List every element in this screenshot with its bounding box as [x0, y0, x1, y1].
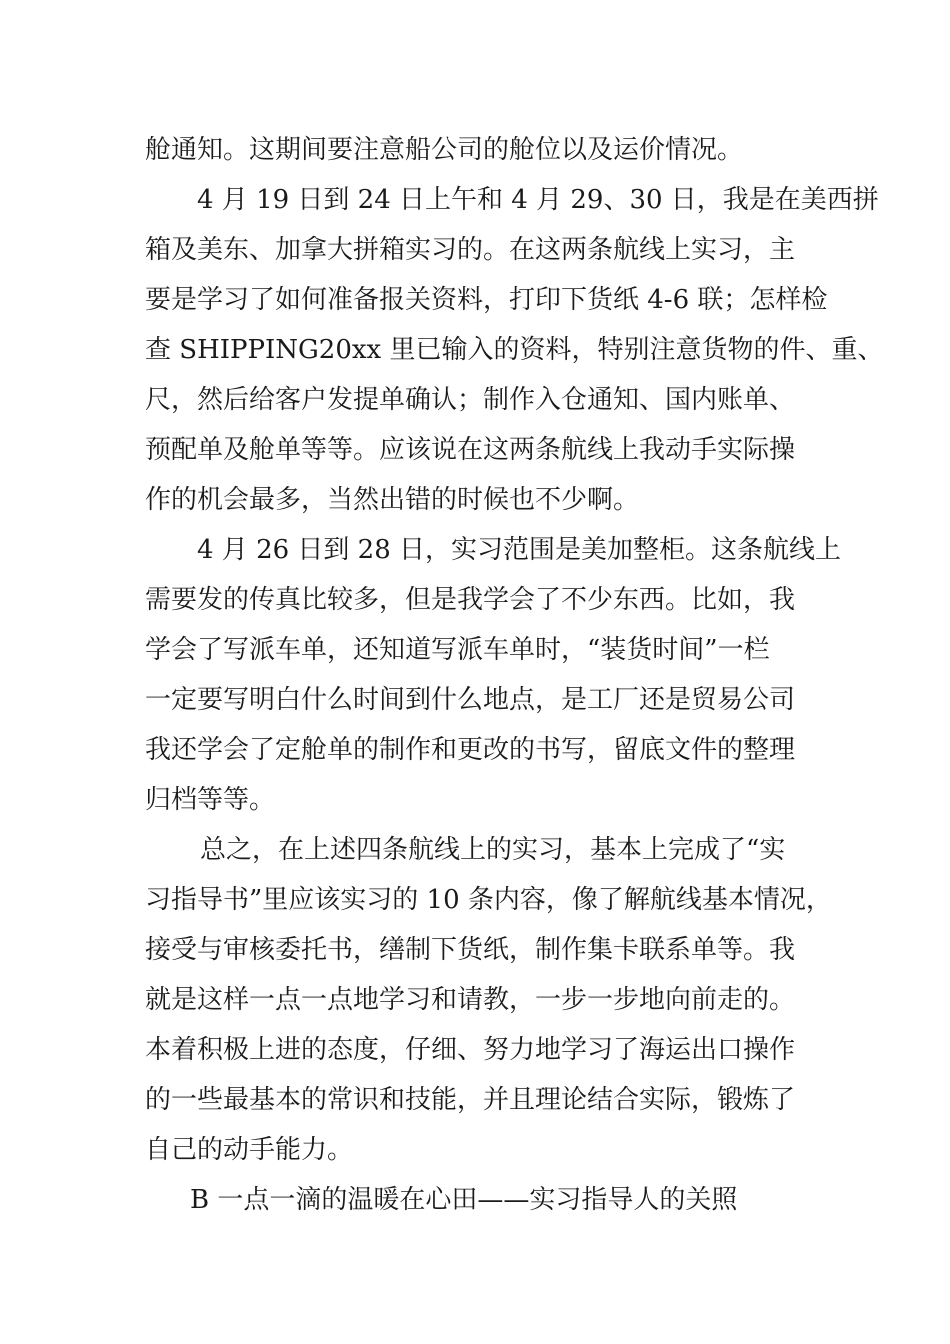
text-line: 习指导书”里应该实习的 10 条内容，像了解航线基本情况，: [145, 885, 832, 915]
text-line: 需要发的传真比较多，但是我学会了不少东西。比如，我: [145, 585, 796, 615]
text-line: 箱及美东、加拿大拼箱实习的。在这两条航线上实习，主: [145, 235, 796, 265]
text-line: 就是这样一点一点地学习和请教，一步一步地向前走的。: [145, 985, 796, 1015]
text-line: 查 SHIPPING20xx 里已输入的资料，特别注意货物的件、重、: [145, 335, 884, 365]
text-line: 本着积极上进的态度，仔细、努力地学习了海运出口操作: [145, 1035, 796, 1065]
text-line: 接受与审核委托书，缮制下货纸，制作集卡联系单等。我: [145, 935, 796, 965]
text-line: 自己的动手能力。: [145, 1135, 354, 1165]
text-line: 舱通知。这期间要注意船公司的舱位以及运价情况。: [145, 135, 744, 165]
text-line: 的一些最基本的常识和技能，并且理论结合实际，锻炼了: [145, 1085, 796, 1115]
text-line: 我还学会了定舱单的制作和更改的书写，留底文件的整理: [145, 735, 796, 765]
text-line: 一定要写明白什么时间到什么地点，是工厂还是贸易公司: [145, 685, 796, 715]
text-line: 作的机会最多，当然出错的时候也不少啊。: [145, 485, 640, 515]
text-line: 学会了写派车单，还知道写派车单时，“装货时间”一栏: [145, 635, 770, 665]
text-line: 尺，然后给客户发提单确认；制作入仓通知、国内账单、: [145, 385, 796, 415]
section-heading: B 一点一滴的温暖在心田——实习指导人的关照: [190, 1185, 738, 1215]
text-line: 预配单及舱单等等。应该说在这两条航线上我动手实际操: [145, 435, 796, 465]
text-line: 归档等等。: [145, 785, 276, 815]
paragraph-start: 4 月 26 日到 28 日，实习范围是美加整柜。这条航线上: [197, 535, 842, 565]
paragraph-start: 总之，在上述四条航线上的实习，基本上完成了“实: [200, 835, 786, 865]
text-line: 要是学习了如何准备报关资料，打印下货纸 4-6 联；怎样检: [145, 285, 828, 315]
paragraph-start: 4 月 19 日到 24 日上午和 4 月 29、30 日，我是在美西拼: [197, 185, 879, 215]
